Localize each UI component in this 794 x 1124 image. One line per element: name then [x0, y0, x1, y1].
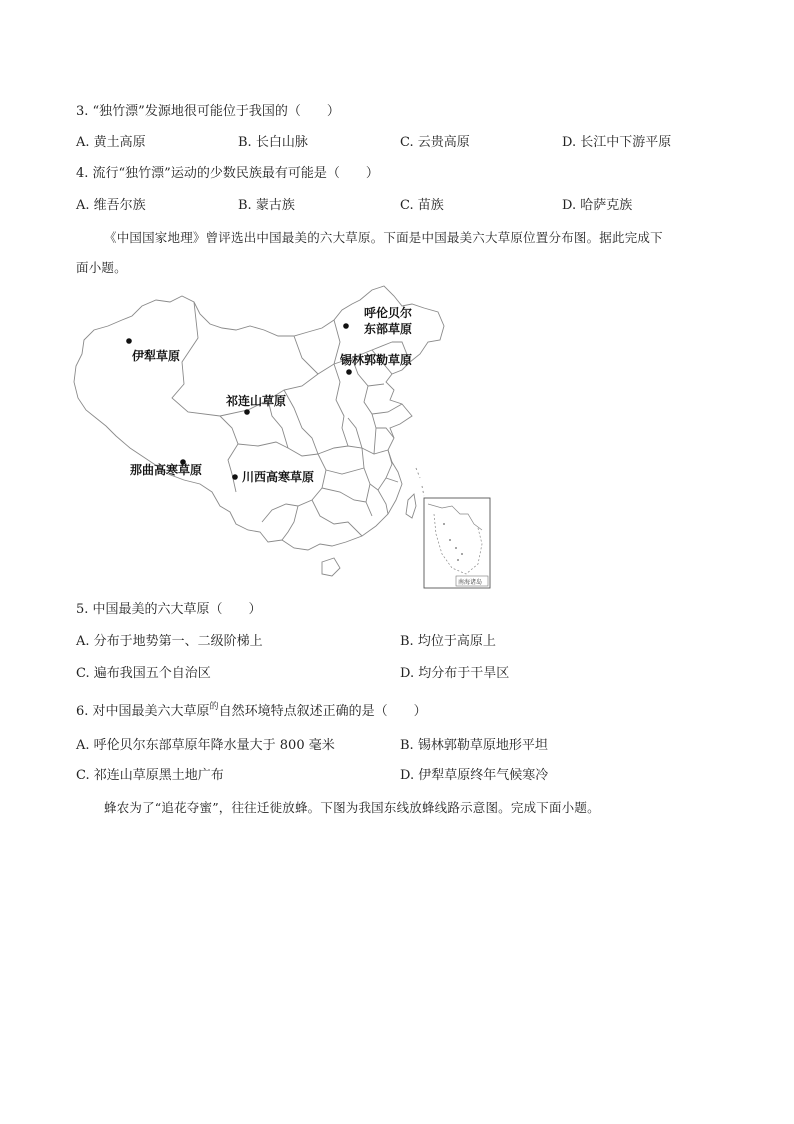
q3-option-b: B. 长白山脉 — [238, 135, 308, 150]
hainan-island — [322, 558, 340, 576]
q6-option-c: C. 祁连山草原黑土地广布 — [76, 768, 224, 783]
marker-yili — [126, 338, 180, 363]
q4-option-a: A. 维吾尔族 — [76, 198, 146, 213]
intro-paragraph-line1: 《中国国家地理》曾评选出中国最美的六大草原。下面是中国最美六大草原位置分布图。据此完成下 — [104, 230, 663, 245]
q5-option-d: D. 均分布于干旱区 — [400, 666, 510, 681]
marker-hulunbuir — [343, 305, 412, 336]
q3-option-d: D. 长江中下游平原 — [562, 135, 672, 150]
q4-stem: 4. 流行“独竹漂”运动的少数民族最有可能是（ ） — [76, 166, 379, 181]
label-hulunbuir-1: 呼伦贝尔 — [364, 306, 413, 320]
marker-qilian — [226, 393, 286, 415]
q5-option-a: A. 分布于地势第一、二级阶梯上 — [76, 634, 263, 649]
label-hulunbuir-2: 东部草原 — [364, 322, 413, 336]
label-qilian: 祁连山草原 — [226, 394, 287, 408]
q5-stem: 5. 中国最美的六大草原（ ） — [76, 602, 262, 617]
inset-label: 南海诸岛 — [458, 579, 483, 586]
q6-option-d: D. 伊犁草原终年气候寒冷 — [400, 768, 549, 783]
intro2-paragraph: 蜂农为了“追花夺蜜”，往往迁徙放蜂。下图为我国东线放蜂线路示意图。完成下面小题。 — [104, 800, 600, 815]
q3-option-a: A. 黄土高原 — [76, 135, 146, 150]
marker-xilingol — [340, 352, 412, 375]
taiwan-island — [406, 494, 416, 518]
q6-stem-part1: 6. 对中国最美六大草原 — [76, 704, 210, 719]
q4-option-b: B. 蒙古族 — [238, 198, 295, 213]
marker-chuanxi — [232, 469, 314, 484]
q6-stem — [76, 704, 427, 721]
q5-option-c: C. 遍布我国五个自治区 — [76, 666, 211, 681]
q3-stem: 3. “独竹漂”发源地很可能位于我国的（ ） — [76, 104, 340, 119]
label-chuanxi: 川西高寒草原 — [242, 470, 315, 484]
label-xilingol: 锡林郭勒草原 — [340, 353, 413, 367]
q5-option-b: B. 均位于高原上 — [400, 634, 496, 649]
q6-stem-superscript: 的 — [209, 702, 219, 712]
south-sea-inset — [424, 498, 490, 588]
q6-option-b: B. 锡林郭勒草原地形平坦 — [400, 738, 548, 753]
q6-option-a: A. 呼伦贝尔东部草原年降水量大于 800 毫米 — [76, 738, 335, 753]
label-naqu: 那曲高寒草原 — [130, 463, 203, 477]
label-yili: 伊犁草原 — [132, 349, 181, 363]
q6-stem-part2: 自然环境特点叙述正确的是（ ） — [218, 704, 427, 719]
marker-naqu — [130, 459, 202, 477]
q4-option-d: D. 哈萨克族 — [562, 198, 633, 213]
q3-option-c: C. 云贵高原 — [400, 135, 470, 150]
grassland-map — [72, 278, 502, 590]
q4-option-c: C. 苗族 — [400, 198, 444, 213]
intro-paragraph-line2: 面小题。 — [76, 260, 127, 275]
